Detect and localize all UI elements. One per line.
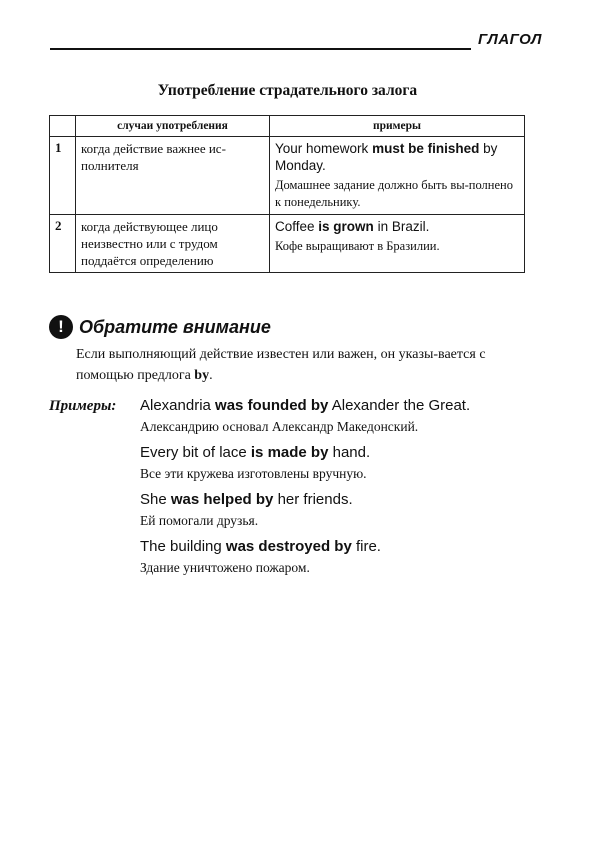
example-russian: Ей помогали друзья.: [140, 513, 259, 528]
usage-cell: [76, 215, 270, 273]
exclamation-icon: !: [49, 315, 73, 339]
usage-cell: [76, 137, 270, 215]
list-item: [140, 537, 540, 577]
example-highlight: was destroyed by: [225, 538, 352, 555]
usage-line: неизвестно или с трудом: [81, 236, 218, 251]
note-body: [76, 344, 531, 386]
list-item: [140, 396, 540, 436]
header-num: [50, 116, 76, 137]
note-text-end: .: [209, 368, 213, 383]
row-number: 1: [50, 137, 76, 215]
usage-line: когда действующее лицо: [81, 219, 218, 234]
row-number: 2: [50, 215, 76, 273]
header-usage: случаи употребления: [76, 116, 270, 137]
example-highlight: was founded by: [215, 397, 329, 414]
usage-table: [49, 115, 525, 273]
note-keyword: by: [194, 368, 210, 383]
example-highlight: must be finished: [372, 141, 480, 156]
example-text: Every bit of lace: [140, 444, 251, 461]
example-text: Coffee: [275, 219, 319, 234]
list-item: [140, 443, 540, 483]
table-row: [50, 215, 525, 273]
example-text: Alexandria: [140, 397, 216, 414]
example-russian: Александрию основал Александр Македонский.: [140, 419, 419, 434]
example-russian: Здание уничтожено пожаром.: [140, 560, 310, 575]
example-cell: [270, 137, 525, 215]
usage-line: полнителя: [81, 158, 139, 173]
example-text: fire.: [351, 538, 381, 555]
example-english: [140, 443, 540, 463]
header-rule: [50, 48, 471, 50]
example-text: Your homework: [275, 141, 373, 156]
example-text: The building: [140, 538, 226, 555]
running-head: ГЛАГОЛ: [478, 31, 542, 48]
example-text: by Monday.: [275, 141, 498, 173]
page-title: Употребление страдательного залога: [157, 82, 418, 99]
list-item: [140, 490, 540, 530]
example-text: Alexander the Great.: [328, 397, 471, 414]
table-header-row: [50, 116, 525, 137]
note-heading: [49, 313, 271, 341]
example-english: [140, 537, 540, 557]
example-russian: Кофе выращивают в Бразилии.: [275, 239, 440, 253]
example-highlight: is made by: [250, 444, 329, 461]
example-text: hand.: [328, 444, 371, 461]
example-highlight: is grown: [318, 219, 374, 234]
note-title: Обратите внимание: [79, 316, 271, 337]
usage-line: когда действие важнее ис-: [81, 141, 226, 156]
example-english: [140, 396, 540, 416]
header-examples: примеры: [270, 116, 525, 137]
table-row: [50, 137, 525, 215]
example-text: in Brazil.: [373, 219, 430, 234]
example-text: She: [140, 491, 171, 508]
examples-list: [140, 396, 540, 584]
example-russian: Домашнее задание должно быть вы-полнено к понедельнику.: [275, 178, 513, 209]
example-text: her friends.: [273, 491, 353, 508]
note-text: Если выполняющий действие известен или важен, он указы-вается с помощью предлога: [76, 347, 486, 383]
example-english: [275, 140, 519, 174]
example-english: [140, 490, 540, 510]
usage-line: поддаётся определению: [81, 253, 214, 268]
example-english: [275, 218, 519, 235]
example-russian: Все эти кружева изготовлены вручную.: [140, 466, 367, 481]
example-cell: [270, 215, 525, 273]
example-highlight: was helped by: [170, 491, 274, 508]
examples-label: Примеры:: [49, 398, 117, 414]
